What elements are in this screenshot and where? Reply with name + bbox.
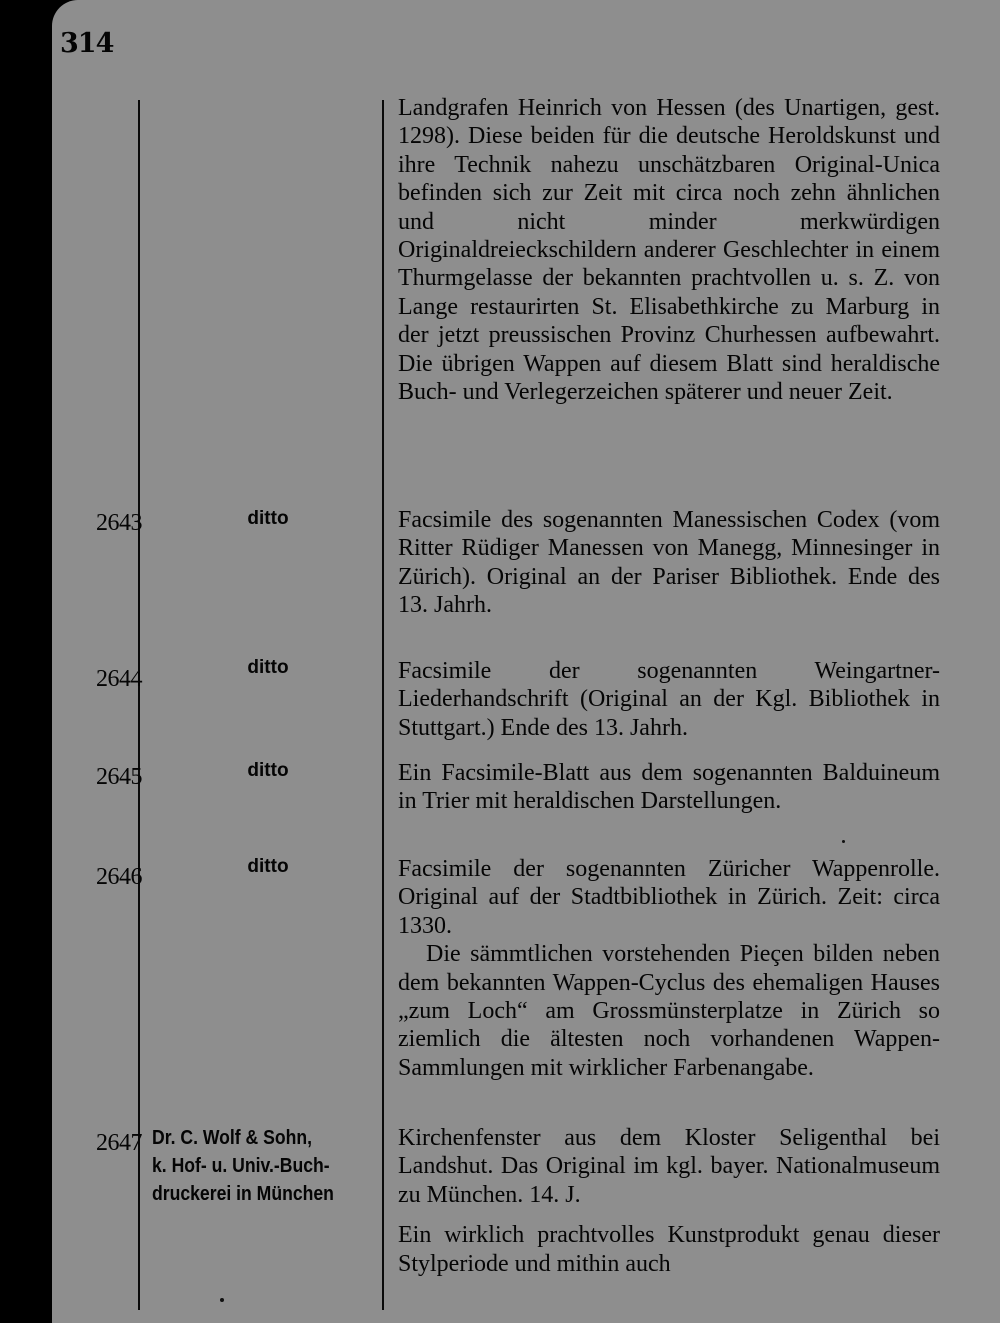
entry-number: 2644 bbox=[96, 666, 142, 692]
entry-publisher: ditto bbox=[247, 856, 289, 877]
page-number: 314 bbox=[60, 28, 114, 59]
document-page bbox=[52, 0, 1000, 1323]
entry-description: Ein Facsimile-Blatt aus dem sogenannten Balduineum in Trier mit heraldischen Darstellungen. bbox=[398, 760, 940, 815]
entry-publisher: ditto bbox=[247, 657, 289, 678]
print-speck bbox=[842, 840, 845, 843]
entry-number: 2645 bbox=[96, 764, 142, 790]
entry-publisher: ditto bbox=[247, 760, 289, 781]
continuation-text: Landgrafen Heinrich von Hessen (des Unartigen, gest. 1298). Diese beiden für die deutsche Heroldskunst und ihre Technik nahezu unschätzbaren Original-Unica befinden sich zur Zeit mit circa noch zehn ähnlichen und nicht minder merkwürdigen Originaldreieckschildern anderer Geschlechter in einem Thurmgelasse der bekannten prachtvollen u. s. Z. von Lange restaurirten St. Elisabethkirche zu Marburg in der jetzt preussischen Provinz Churhessen aufbewahrt. Die übrigen Wappen auf diesem Blatt sind heraldische Buch- und Verlegerzeichen späterer und neuer Zeit. bbox=[398, 95, 940, 406]
print-speck bbox=[220, 1298, 224, 1302]
entry-description: Facsimile der sogenannten Züricher Wappenrolle. Original auf der Stadtbibliothek in Zürich. Zeit: circa 1330. Die sämmtlichen vorstehenden Pieçen bilden neben dem bekannten Wappen-Cyclus des ehemaligen Hauses „zum Loch“ am Grossmünsterplatze in Zürich so ziemlich die ältesten noch vorhandenen Wappen-Sammlungen mit wirklicher Farbenangabe. bbox=[398, 856, 940, 1081]
entry-number: 2647 bbox=[96, 1130, 142, 1156]
entry-publisher bbox=[152, 1124, 384, 1208]
entry-note: Ein wirklich prachtvolles Kunstprodukt genau dieser Stylperiode und mithin auch bbox=[398, 1222, 940, 1277]
entry-description: Kirchenfenster aus dem Kloster Seligenthal bei Landshut. Das Original im kgl. bayer. Nationalmuseum zu München. 14. J. Ein wirklich prachtvolles Kunstprodukt genau dieser Stylperiode und mithin auch bbox=[398, 1125, 940, 1277]
column-rule-number bbox=[138, 100, 140, 1310]
entry-publisher: ditto bbox=[247, 508, 289, 529]
entry-description: Facsimile der sogenannten Weingartner-Liederhandschrift (Original an der Kgl. Bibliothek in Stuttgart.) Ende des 13. Jahrh. bbox=[398, 658, 940, 741]
entry-note: Die sämmtlichen vorstehenden Pieçen bilden neben dem bekannten Wappen-Cyclus des ehemaligen Hauses „zum Loch“ am Grossmünsterplatze in Zürich so ziemlich die ältesten noch vorhandenen Wappen-Sammlungen mit wirklicher Farbenangabe. bbox=[398, 941, 940, 1081]
entry-number: 2646 bbox=[96, 864, 142, 890]
publisher-line: k. Hof- u. Univ.-Buch- bbox=[152, 1155, 330, 1177]
publisher-line: Dr. C. Wolf & Sohn, bbox=[152, 1127, 313, 1149]
entry-number: 2643 bbox=[96, 510, 142, 536]
publisher-line: druckerei in München bbox=[152, 1183, 334, 1205]
entry-description: Facsimile des sogenannten Manessischen Codex (vom Ritter Rüdiger Manessen von Manegg, Minnesinger in Zürich). Original an der Pariser Bibliothek. Ende des 13. Jahrh. bbox=[398, 507, 940, 619]
